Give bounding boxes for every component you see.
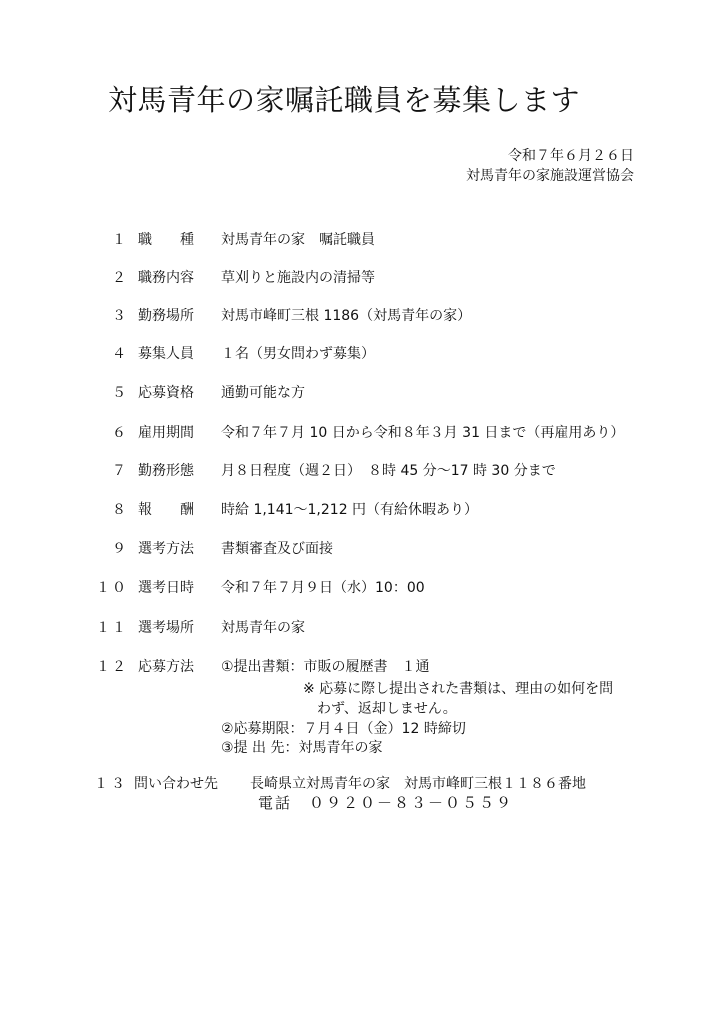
item-label: 応募方法 [138, 659, 194, 675]
item-number: １１ [96, 620, 128, 636]
item-label: 勤務場所 [138, 308, 194, 324]
application-note-line2: わず、返却しません。 [317, 701, 457, 717]
item-value: 時給 1,141～1,212 円（有給休暇あり） [221, 502, 479, 518]
page-title: 対馬青年の家嘱託職員を募集します [108, 83, 581, 117]
item-value: １名（男女問わず募集） [221, 346, 375, 362]
application-note-line1: ※ 応募に際し提出された書類は、理由の如何を問 [303, 681, 614, 697]
item-value: 対馬市峰町三根 1186（対馬青年の家） [221, 308, 472, 324]
item-label: 勤務形態 [138, 463, 194, 479]
item-number: ７ [112, 463, 126, 479]
item-application-method [0, 656, 724, 678]
item-employment-period [0, 422, 724, 444]
item-compensation [0, 499, 724, 521]
item-number: ５ [112, 385, 126, 401]
item-value: 月８日程度（週２日） ８時 45 分～17 時 30 分まで [221, 463, 556, 479]
item-workplace [0, 305, 724, 327]
item-value: 草刈りと施設内の清掃等 [221, 270, 375, 286]
item-label: 雇用期間 [138, 425, 194, 441]
contact-phone: 電話 ０９２０－８３－０５５９ [258, 794, 514, 812]
item-selection-method [0, 538, 724, 560]
item-label: 応募資格 [138, 385, 194, 401]
application-submit-to: ③提 出 先：対馬青年の家 [221, 740, 383, 756]
item-label: 選考日時 [138, 580, 194, 596]
item-number: ４ [112, 346, 126, 362]
item-value: 対馬青年の家 [221, 620, 305, 636]
item-number: ６ [112, 425, 126, 441]
organization-name: 対馬青年の家施設運営協会 [466, 168, 634, 184]
item-number: １ [112, 232, 126, 248]
item-work-schedule [0, 460, 724, 482]
item-number: １２ [96, 659, 128, 675]
item-label: 選考方法 [138, 541, 194, 557]
item-label: 職務内容 [138, 270, 194, 286]
item-selection-date [0, 577, 724, 599]
item-number: ８ [112, 502, 126, 518]
contact-address: 長崎県立対馬青年の家 対馬市峰町三根１１８６番地 [250, 776, 586, 792]
item-value: 書類審査及び面接 [221, 541, 333, 557]
item-label: 報 酬 [138, 502, 194, 518]
item-label: 選考場所 [138, 620, 194, 636]
item-value: 対馬青年の家 嘱託職員 [221, 232, 375, 248]
item-duties [0, 267, 724, 289]
item-value: ①提出書類：市販の履歴書 １通 [221, 659, 430, 675]
item-selection-place [0, 617, 724, 639]
contact-label: 問い合わせ先 [134, 776, 218, 792]
item-label: 募集人員 [138, 346, 194, 362]
item-label: 職 種 [138, 232, 194, 248]
item-number: １０ [96, 580, 128, 596]
item-number: ２ [112, 270, 126, 286]
item-job-type [0, 229, 724, 251]
item-value: 令和７年７月 10 日から令和８年３月 31 日まで（再雇用あり） [221, 425, 625, 441]
item-value: 令和７年７月９日（水）10：00 [221, 580, 425, 596]
item-number: ３ [112, 308, 126, 324]
issue-date: 令和７年６月２６日 [508, 148, 634, 164]
item-openings [0, 343, 724, 365]
contact-number: １３ [94, 776, 128, 792]
item-number: ９ [112, 541, 126, 557]
item-value: 通勤可能な方 [221, 385, 305, 401]
item-qualifications [0, 382, 724, 404]
application-deadline: ②応募期限：７月４日（金）12 時締切 [221, 721, 466, 737]
